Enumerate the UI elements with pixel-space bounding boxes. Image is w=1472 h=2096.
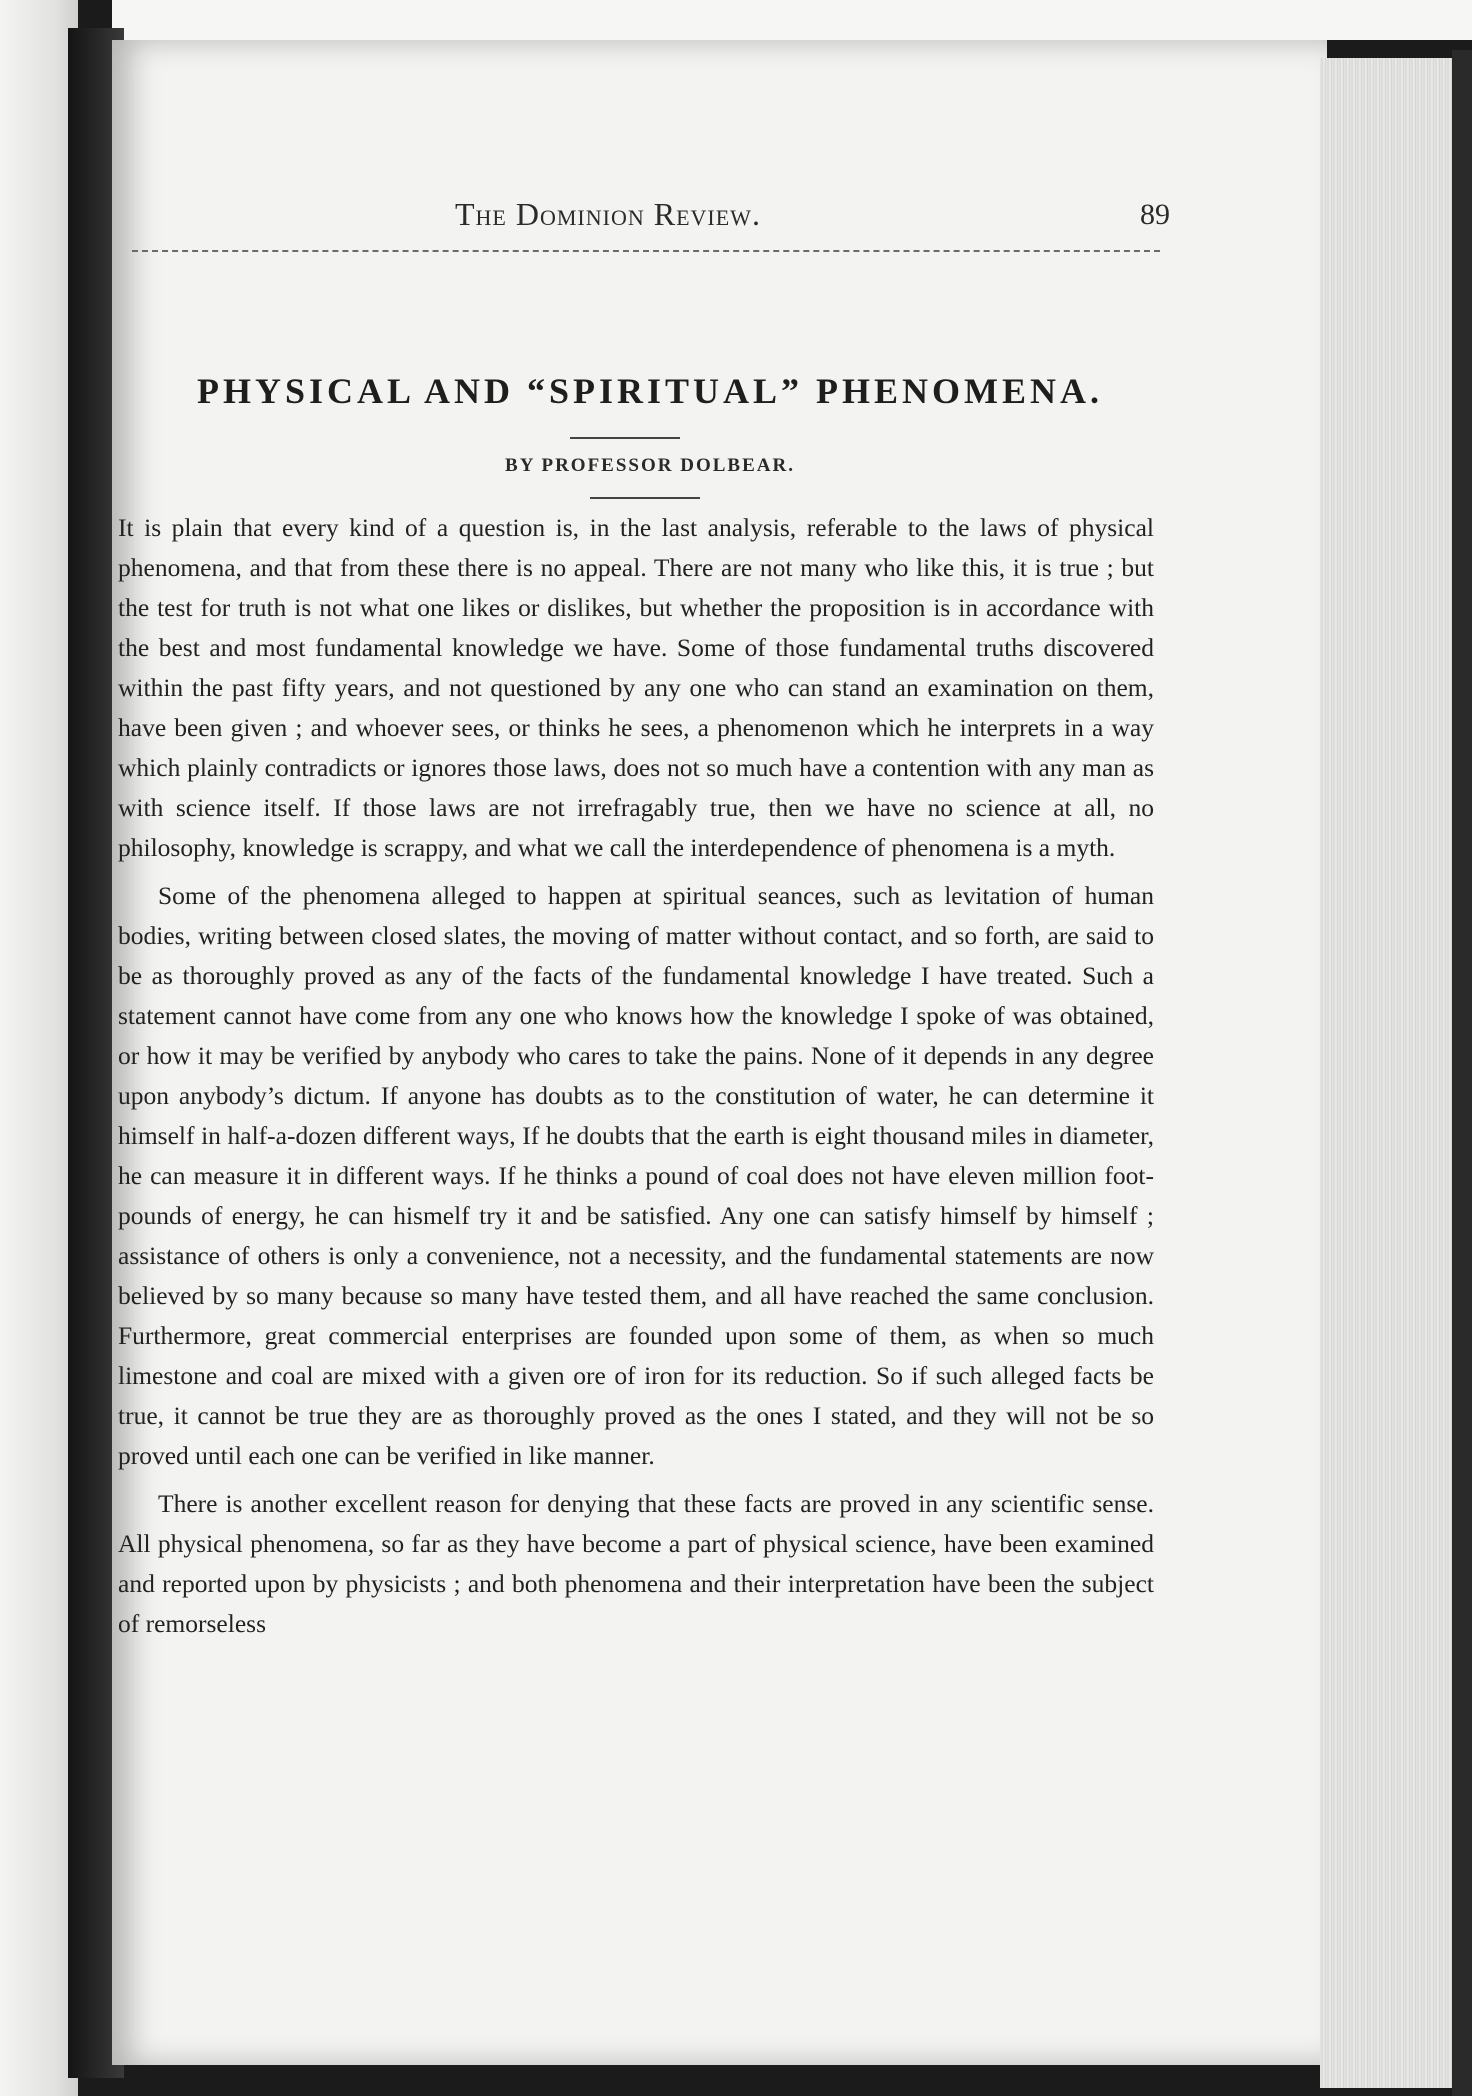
byline-rule bbox=[590, 497, 700, 499]
header-rule bbox=[132, 250, 1160, 252]
page-edges bbox=[1320, 58, 1452, 2088]
scan-background-right bbox=[1452, 50, 1472, 2096]
scan-background-top bbox=[112, 0, 1472, 40]
journal-title: The Dominion Review. bbox=[455, 196, 761, 232]
article-title: PHYSICAL AND “SPIRITUAL” PHENOMENA. bbox=[196, 371, 1104, 411]
page-number: 89 bbox=[1140, 198, 1170, 231]
byline: BY PROFESSOR DOLBEAR. bbox=[505, 455, 795, 476]
running-head bbox=[130, 192, 1170, 240]
paragraph: Some of the phenomena alleged to happen at spiritual seances, such as levitation of human bodies, writing between closed slates, the moving of matter without contact, and so forth, are said to be as thoroughly proved as any of the facts of the fundamental knowledge I have treated. Such a statement cannot have come from any one who knows how the knowledge I spoke of was obtained, or how it may be verified by anybody who cares to take the pains. None of it depends in any degree upon anybody’s dictum. If anyone has doubts as to the constitution of water, he can determine it himself in half-a-dozen different ways, If he doubts that the earth is eight thousand miles in diameter, he can measure it in different ways. If he thinks a pound of coal does not have eleven million foot-pounds of energy, he can hismelf try it and be satisfied. Any one can satisfy himself by himself ; assistance of others is only a convenience, not a necessity, and the fundamental statements are now believed by so many because so many have tested them, and all have reached the same conclusion. Furthermore, great commercial enterprises are founded upon some of them, as when so much limestone and coal are mixed with a given ore of iron for its reduction. So if such alleged facts be true, it cannot be true they are as thoroughly proved as the ones I stated, and they will not be so proved until each one can be verified in like manner. bbox=[118, 881, 1154, 1470]
paragraph: There is another excellent reason for denying that these facts are proved in any scientific sense. All physical phenomena, so far as they have become a part of physical science, have been examined and reported upon by physicists ; and both phenomena and their interpretation have been the subject of remorseless bbox=[118, 1489, 1154, 1638]
article-body bbox=[118, 508, 1154, 1652]
scan-background-left bbox=[0, 0, 78, 2096]
paragraph: It is plain that every kind of a question is, in the last analysis, referable to the laws of physical phenomena, and that from these there is no appeal. There are not many who like this, it is true ; but the test for truth is not what one likes or dislikes, but whether the proposition is in accordance with the best and most fundamental knowledge we have. Some of those fundamental truths discovered within the past fifty years, and not questioned by any one who can stand an examination on them, have been given ; and whoever sees, or thinks he sees, a phenomenon which he interprets in a way which plainly contradicts or ignores those laws, does not so much have a contention with any man as with science itself. If those laws are not irrefragably true, then we have no science at all, no philosophy, knowledge is scrappy, and what we call the interdependence of phenomena is a myth. bbox=[118, 513, 1154, 862]
title-rule bbox=[570, 437, 680, 439]
